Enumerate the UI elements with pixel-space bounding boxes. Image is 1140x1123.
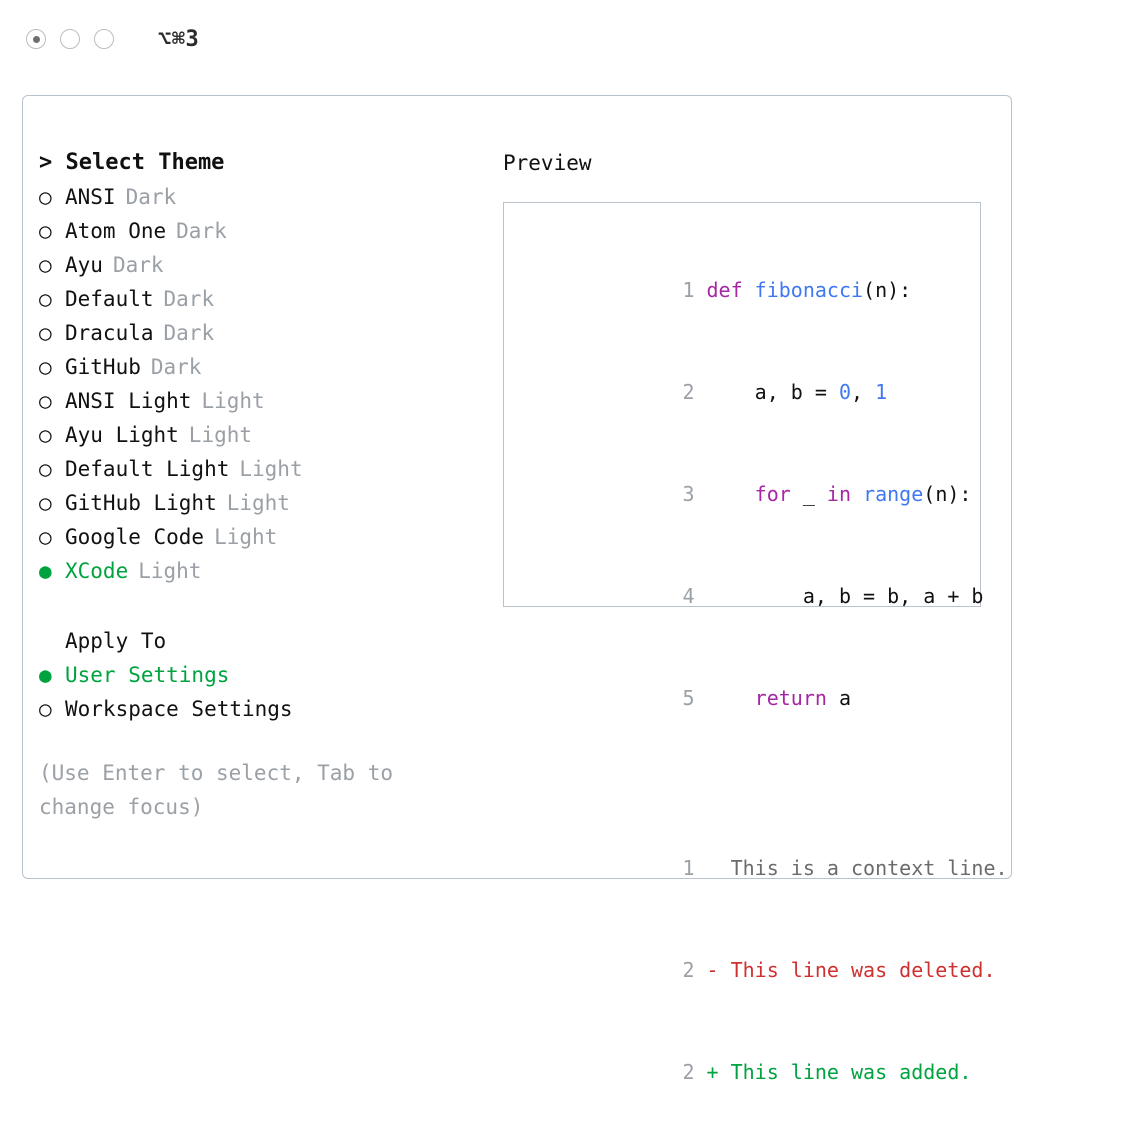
code-token: def — [706, 278, 755, 302]
theme-option-label: GitHub — [65, 355, 141, 379]
radio-icon: ○ — [39, 423, 52, 447]
theme-option-default-light[interactable] — [39, 452, 503, 486]
apply-option-label: User Settings — [65, 663, 230, 687]
apply-option-workspace-settings[interactable] — [39, 692, 503, 726]
code-line — [522, 341, 980, 443]
code-token: fibonacci — [754, 278, 864, 302]
theme-option-label: Default Light — [65, 457, 230, 481]
radio-icon: ○ — [39, 321, 52, 345]
theme-option-kind: Light — [239, 457, 303, 481]
line-number: 2 — [682, 380, 695, 404]
code-token: _ — [790, 482, 827, 506]
theme-list-column — [23, 96, 503, 878]
theme-option-label: Default — [65, 287, 154, 311]
theme-option-kind: Light — [214, 525, 278, 549]
window-dot-1[interactable] — [26, 29, 46, 49]
code-token: a, b = b, a + b — [706, 584, 984, 608]
theme-picker-panel — [22, 95, 1012, 1084]
theme-option-label: Dracula — [65, 321, 154, 345]
keyboard-hint-text: (Use Enter to select, Tab to change focus) — [39, 761, 406, 819]
theme-option-label: Ayu Light — [65, 423, 179, 447]
code-line — [522, 545, 984, 647]
spacer — [522, 783, 980, 817]
code-token: in — [826, 482, 852, 506]
line-number: 3 — [682, 482, 695, 506]
diff-line-deleted — [522, 919, 996, 1021]
radio-icon: ○ — [39, 457, 52, 481]
theme-option-kind: Dark — [112, 253, 164, 277]
radio-icon: ○ — [39, 185, 52, 209]
theme-option-github-light[interactable] — [39, 486, 503, 520]
diff-line-context — [522, 817, 1008, 919]
line-number: 5 — [682, 686, 695, 710]
radio-icon: ○ — [39, 389, 52, 413]
code-token — [707, 686, 755, 710]
theme-option-xcode[interactable] — [39, 554, 503, 588]
radio-icon: ○ — [39, 355, 52, 379]
radio-selected-icon: ● — [39, 559, 52, 583]
code-token: (n): — [923, 482, 972, 506]
theme-option-kind: Dark — [125, 185, 177, 209]
line-number: 2 — [682, 1060, 695, 1084]
code-line — [522, 647, 980, 749]
theme-option-dracula[interactable] — [39, 316, 503, 350]
line-number: 1 — [682, 278, 695, 302]
radio-selected-icon: ● — [39, 663, 52, 687]
code-token: for — [754, 482, 791, 506]
line-number: 1 — [682, 856, 695, 880]
theme-option-kind: Dark — [176, 219, 227, 243]
code-line — [522, 239, 980, 341]
diff-text: + This line was added. — [706, 1060, 972, 1084]
theme-option-label: ANSI Light — [65, 389, 192, 413]
line-number: 4 — [682, 584, 695, 608]
theme-option-kind: Light — [188, 423, 253, 447]
theme-option-ansi-light[interactable] — [39, 384, 503, 418]
theme-option-default[interactable] — [39, 282, 503, 316]
preview-box — [503, 202, 1008, 1084]
radio-icon: ○ — [39, 697, 52, 721]
theme-option-label: Atom One — [65, 219, 167, 243]
code-token: a, b = — [706, 380, 839, 404]
theme-option-kind: Light — [138, 559, 202, 583]
preview-heading: Preview — [503, 151, 592, 175]
theme-option-label: Ayu — [65, 253, 103, 277]
theme-option-ansi[interactable] — [39, 180, 503, 214]
radio-icon: ○ — [39, 491, 52, 515]
code-token: 1 — [875, 380, 888, 404]
code-token — [707, 482, 755, 506]
apply-option-user-settings[interactable] — [39, 658, 503, 692]
title-bar — [0, 0, 1140, 78]
code-token: (n): — [863, 278, 912, 302]
theme-option-github[interactable] — [39, 350, 503, 384]
theme-option-label: ANSI — [65, 185, 116, 209]
theme-option-google-code[interactable] — [39, 520, 503, 554]
keyboard-shortcut-label: ⌥⌘3 — [158, 26, 200, 52]
apply-to-heading: Apply To — [65, 629, 167, 653]
theme-option-kind: Light — [201, 389, 265, 413]
window-dot-3[interactable] — [94, 29, 114, 49]
spacer — [522, 749, 980, 783]
code-token: a — [826, 686, 852, 710]
diff-line-added — [522, 1021, 980, 1123]
theme-option-ayu[interactable] — [39, 248, 503, 282]
theme-option-kind: Light — [226, 491, 290, 515]
theme-option-ayu-light[interactable] — [39, 418, 503, 452]
theme-option-label: Google Code — [65, 525, 205, 549]
code-token: , — [851, 380, 876, 404]
code-token: range — [863, 482, 924, 506]
line-number: 2 — [682, 958, 695, 982]
preview-column — [503, 96, 1011, 1084]
theme-option-kind: Dark — [163, 287, 215, 311]
radio-icon: ○ — [39, 253, 52, 277]
code-line — [522, 443, 980, 545]
radio-icon: ○ — [39, 287, 52, 311]
theme-option-kind: Dark — [163, 321, 215, 345]
apply-option-label: Workspace Settings — [65, 697, 293, 721]
radio-icon: ○ — [39, 219, 52, 243]
radio-icon: ○ — [39, 525, 52, 549]
diff-text: This is a context line. — [706, 856, 1008, 880]
code-token — [851, 482, 863, 506]
window-dot-2[interactable] — [60, 29, 80, 49]
theme-option-label: XCode — [65, 559, 129, 583]
theme-option-label: GitHub Light — [65, 491, 217, 515]
select-theme-heading: > Select Theme — [39, 150, 225, 175]
diff-text: - This line was deleted. — [706, 958, 996, 982]
code-token: 0 — [838, 380, 851, 404]
theme-option-atom-one[interactable] — [39, 214, 503, 248]
code-token: return — [754, 686, 827, 710]
theme-option-kind: Dark — [150, 355, 202, 379]
